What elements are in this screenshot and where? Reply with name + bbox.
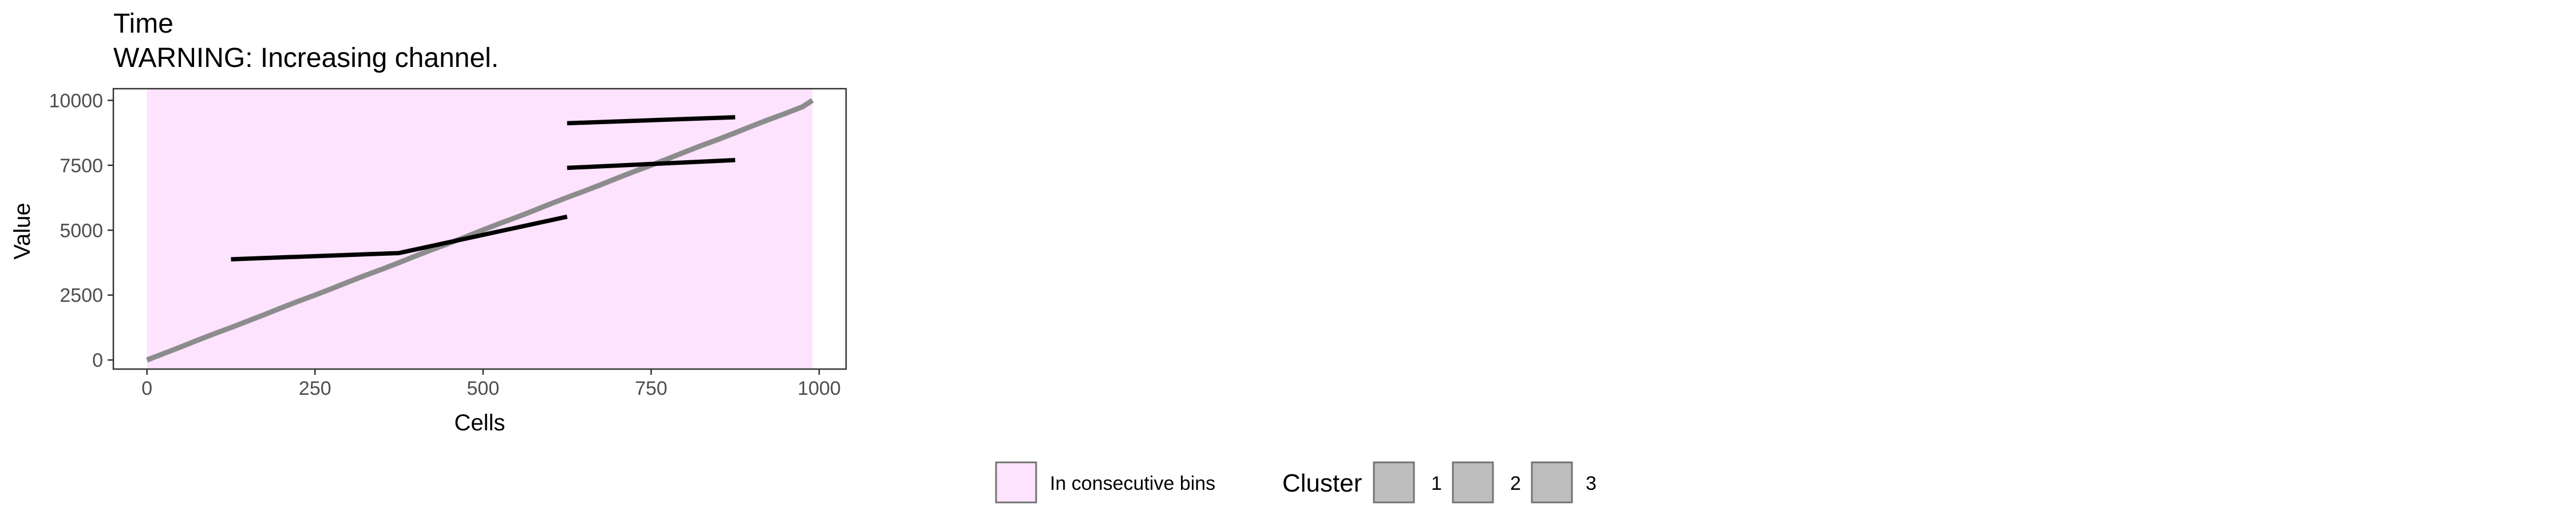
y-tick-label: 2500 <box>60 284 103 307</box>
y-tick-label: 5000 <box>60 220 103 242</box>
x-tick-label: 1000 <box>797 378 841 399</box>
legend-label-cluster-1: 1 <box>1431 473 1442 494</box>
x-tick-label: 750 <box>635 378 667 399</box>
x-tick-label: 0 <box>141 378 153 399</box>
legend-label-cluster-3: 3 <box>1586 473 1597 494</box>
legend-key-cluster-1 <box>1374 462 1414 502</box>
legend-label-cluster-2: 2 <box>1510 473 1521 494</box>
chart-subtitle: WARNING: Increasing channel. <box>113 43 499 73</box>
legend-key-cluster-3 <box>1532 462 1572 502</box>
legend-key-cluster-2 <box>1453 462 1493 502</box>
x-tick-label: 250 <box>298 378 331 399</box>
x-axis-title: Cells <box>454 410 505 435</box>
chart-title: Time <box>113 9 173 39</box>
x-tick-label: 500 <box>467 378 500 399</box>
legend <box>996 462 1597 502</box>
legend-key-consecutive-bins <box>996 462 1036 502</box>
y-axis-title: Value <box>10 203 35 260</box>
y-tick-label: 10000 <box>49 90 103 112</box>
legend-title-cluster: Cluster <box>1282 469 1362 497</box>
y-tick-label: 7500 <box>60 154 103 177</box>
plot-area <box>49 89 846 399</box>
legend-label-consecutive-bins: In consecutive bins <box>1050 473 1216 494</box>
y-tick-label: 0 <box>92 350 103 372</box>
